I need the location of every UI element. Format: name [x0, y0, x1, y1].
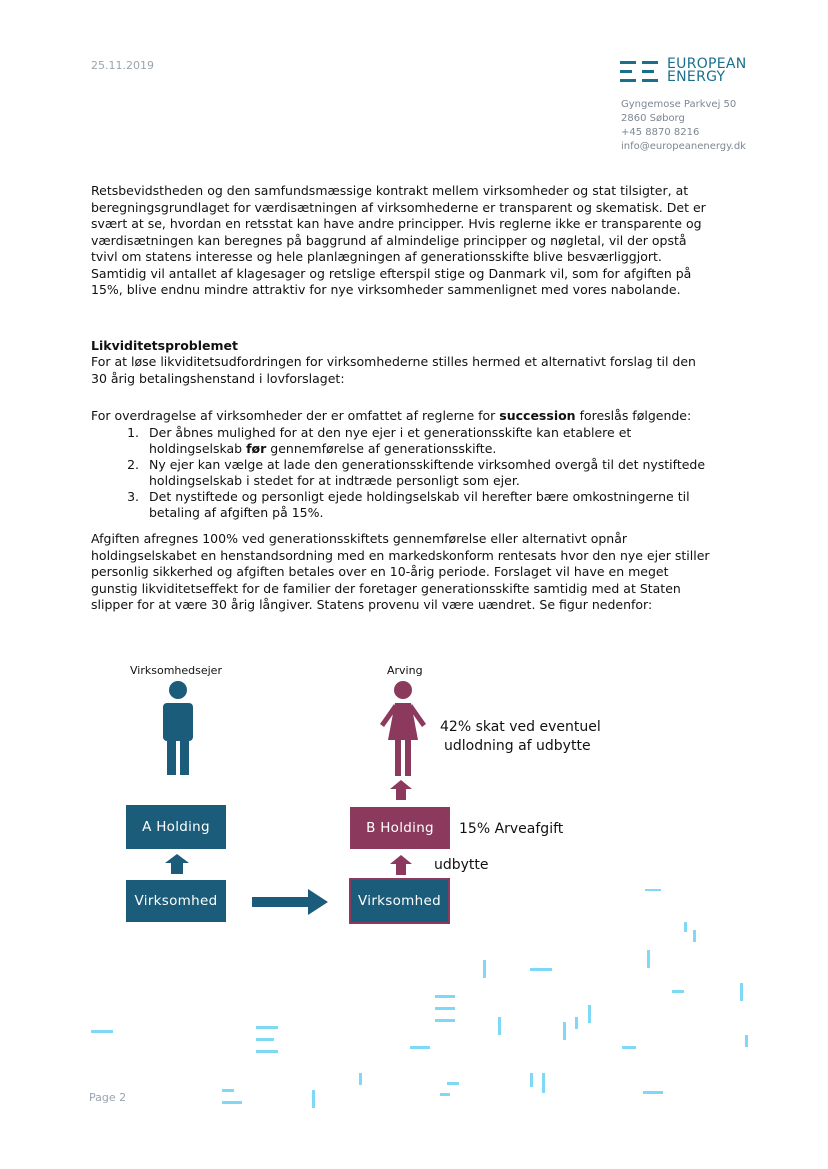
company-box-left: Virksomhed — [126, 880, 226, 922]
company-address — [621, 98, 746, 154]
logo-line-1: EUROPEAN — [667, 56, 747, 72]
udbytte-label: udbytte — [434, 857, 489, 873]
tax-note-line-1: 42% skat ved eventuel — [440, 719, 601, 735]
logo-line-2: ENERGY — [667, 69, 726, 85]
list-item: 1. Der åbnes mulighed for at den nye ejer i et generationsskifte kan etablere et holdingselskab før gennemførelse af generationsskifte. — [143, 425, 711, 457]
arrow-up-icon — [165, 854, 189, 874]
arrow-right-icon — [252, 889, 328, 915]
male-person-icon — [155, 680, 201, 776]
list-item: 2. Ny ejer kan vælge at lade den generationsskiftende virksomhed overgå til det nystiftede holdingselskab i stedet for at indtræde personligt som ejer. — [143, 457, 711, 489]
logo-mark-icon — [620, 61, 662, 83]
female-person-icon — [376, 680, 430, 776]
address-street: Gyngemose Parkvej 50 — [621, 99, 737, 110]
tax-note-line-2: udlodning af udbytte — [444, 738, 591, 754]
a-holding-box: A Holding — [126, 805, 226, 849]
arrow-up-icon — [390, 780, 412, 800]
paragraph-legal-certainty: Retsbevidstheden og den samfundsmæssige kontrakt mellem virksomheder og stat tilsigter, at beregningsgrundlaget for værdisætningen af virksomhederne er transparent og skematisk. Det er svært at se, hvordan en retsstat kan have andre principper. Hvis reglerne ikke er transparente og værdisætningen kan beregnes på baggrund af almindelige principper og nøgletal, vil der opstå tvivl om statens interesse og hele planlægningen af generationsskifte blive besværliggjort. Samtidig vil antallet af klagesager og retslige efterspil stige og Danmark vil, som for afgiften på 15%, blive endnu mindre attraktiv for nye virksomheder sammenlignet med vores nabolande. — [91, 183, 706, 297]
logo-text — [667, 58, 747, 84]
paragraph-tax-payment: Afgiften afregnes 100% ved generationsskiftets gennemførelse eller alternativt opnår holdingselskabet en henstandsordning med en markedskonform rentesats hvor den nye ejer stiller personlig sikkerhed og afgiften betales over en 10-årig periode. Forslaget vil have en meget gunstig likviditetseffekt for de familier der foretager generationsskifte samtidig med at Staten slipper for at være 30 årig långiver. Statens provenu vil være uændret. Se figur nedenfor: — [91, 531, 710, 612]
document-date: 25.11.2019 — [91, 59, 154, 72]
owner-label: Virksomhedsejer — [130, 664, 222, 677]
paragraph-succession-intro: For overdragelse af virksomheder der er omfattet af reglerne for succession foreslås følgende: — [91, 408, 692, 423]
paragraph-liquidity: For at løse likviditetsudfordringen for virksomhederne stilles hermed et alternativt forslag til den 30 årig betalingshenstand i lovforslaget: — [91, 354, 696, 386]
arrow-up-icon — [390, 855, 412, 875]
list-item: 3. Det nystiftede og personligt ejede holdingselskab vil herefter bære omkostningerne til betaling af afgiften på 15%. — [143, 489, 711, 521]
arveafgift-label: 15% Arveafgift — [459, 821, 564, 837]
page-number: Page 2 — [89, 1091, 127, 1104]
address-phone: +45 8870 8216 — [621, 127, 700, 138]
b-holding-box: B Holding — [350, 807, 450, 849]
section-heading: Likviditetsproblemet — [91, 338, 238, 353]
proposal-list — [91, 425, 711, 521]
company-logo — [620, 58, 760, 88]
address-city: 2860 Søborg — [621, 113, 685, 124]
company-box-right: Virksomhed — [349, 878, 450, 924]
heir-label: Arving — [387, 664, 423, 677]
address-email: info@europeanenergy.dk — [621, 141, 746, 152]
